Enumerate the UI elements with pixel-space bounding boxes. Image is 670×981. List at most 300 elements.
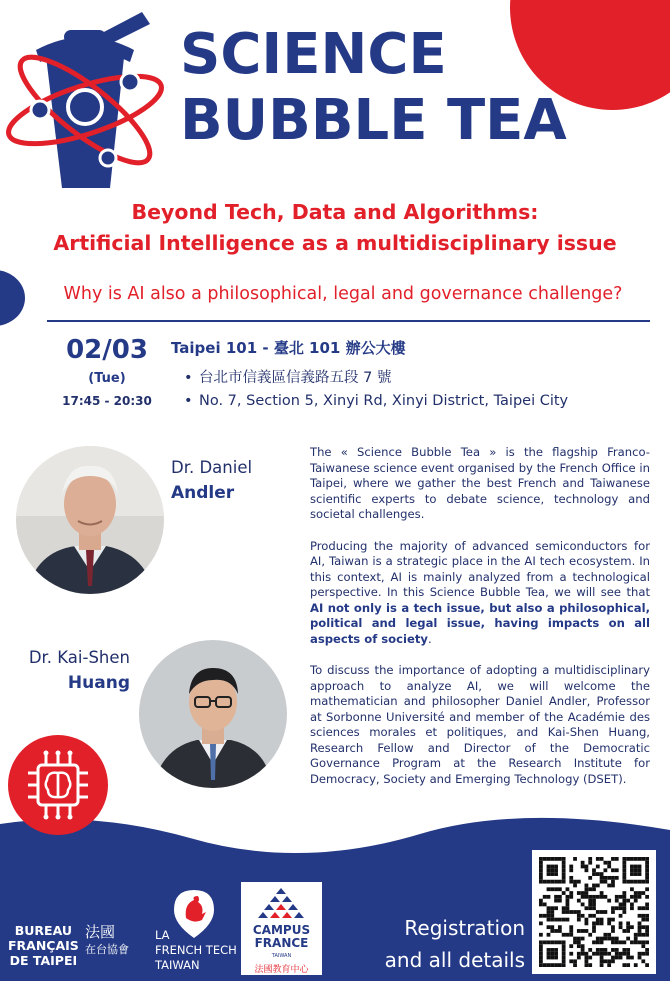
qr-module	[566, 933, 570, 937]
qr-module	[645, 861, 649, 865]
qr-module	[600, 940, 604, 944]
qr-module	[641, 857, 645, 861]
qr-module	[588, 895, 592, 899]
qr-module	[550, 929, 554, 933]
qr-module	[645, 914, 649, 918]
qr-module	[566, 910, 570, 914]
qr-module	[645, 903, 649, 907]
registration-text	[360, 912, 525, 976]
qr-module	[638, 868, 642, 872]
qr-module	[600, 956, 604, 960]
qr-module	[638, 956, 642, 960]
qr-module	[645, 906, 649, 910]
qr-module	[622, 929, 626, 933]
qr-module	[558, 880, 562, 884]
address-en	[184, 393, 568, 409]
qr-module	[619, 952, 623, 956]
description-paragraph-1: The « Science Bubble Tea » is the flagship Franco-Taiwanese science event organised by the French Office in Taipei, where we gather the best French and Taiwanese scientific experts to debate science, technology and societal challenges.	[310, 445, 650, 521]
qr-module	[554, 948, 558, 952]
qr-module	[577, 899, 581, 903]
qr-module	[577, 952, 581, 956]
qr-module	[558, 887, 562, 891]
qr-module	[547, 880, 551, 884]
qr-module	[611, 857, 615, 861]
qr-module	[577, 929, 581, 933]
qr-module	[626, 921, 630, 925]
qr-module	[547, 925, 551, 929]
qr-module	[547, 940, 551, 944]
qr-module	[550, 865, 554, 869]
qr-module	[558, 940, 562, 944]
qr-module	[566, 906, 570, 910]
qr-module	[550, 857, 554, 861]
qr-module	[550, 910, 554, 914]
qr-module	[638, 906, 642, 910]
qr-module	[554, 880, 558, 884]
qr-module	[630, 925, 634, 929]
qr-module	[585, 921, 589, 925]
qr-module	[634, 963, 638, 967]
qr-module	[569, 910, 573, 914]
qr-module	[622, 948, 626, 952]
event-venue: Taipei 101 - 臺北 101 辦公大樓	[171, 339, 406, 357]
qr-module	[558, 929, 562, 933]
qr-module	[550, 906, 554, 910]
qr-module	[547, 857, 551, 861]
qr-module	[634, 940, 638, 944]
qr-module	[626, 948, 630, 952]
qr-module	[600, 948, 604, 952]
qr-module	[622, 910, 626, 914]
qr-module	[611, 925, 615, 929]
qr-module	[573, 940, 577, 944]
qr-module	[592, 914, 596, 918]
bullet: •	[184, 370, 193, 386]
qr-module	[581, 861, 585, 865]
qr-module	[558, 925, 562, 929]
qr-module	[641, 906, 645, 910]
qr-module	[539, 963, 543, 967]
qr-module	[641, 925, 645, 929]
qr-module	[607, 865, 611, 869]
qr-module	[630, 865, 634, 869]
qr-module	[562, 918, 566, 922]
qr-module	[603, 952, 607, 956]
qr-module	[562, 880, 566, 884]
qr-module	[626, 963, 630, 967]
qr-module	[543, 963, 547, 967]
qr-module	[607, 899, 611, 903]
qr-module	[547, 914, 551, 918]
qr-module	[607, 918, 611, 922]
qr-module	[634, 865, 638, 869]
qr-module	[577, 944, 581, 948]
qr-module	[558, 918, 562, 922]
qr-module	[626, 937, 630, 941]
event-description	[310, 445, 650, 803]
qr-module	[592, 925, 596, 929]
qr-module	[596, 948, 600, 952]
qr-module	[615, 899, 619, 903]
qr-module	[558, 895, 562, 899]
qr-module	[630, 906, 634, 910]
campus-taiwan: TAIWAN	[271, 953, 292, 959]
qr-module	[569, 880, 573, 884]
qr-module	[543, 903, 547, 907]
qr-module	[626, 952, 630, 956]
qr-module	[543, 914, 547, 918]
qr-module	[539, 868, 543, 872]
subtitle-question: Why is AI also a philosophical, legal and governance challenge?	[63, 284, 623, 304]
event-time: 17:45 - 20:30	[62, 394, 152, 408]
qr-module	[539, 903, 543, 907]
qr-module	[577, 910, 581, 914]
qr-module	[569, 865, 573, 869]
qr-module	[641, 940, 645, 944]
french-tech-line1: LA	[155, 928, 170, 942]
qr-module	[596, 895, 600, 899]
qr-module	[588, 899, 592, 903]
registration-line2: and all details	[384, 948, 525, 972]
event-date: 02/03	[66, 335, 148, 365]
qr-module	[554, 956, 558, 960]
qr-module	[539, 940, 543, 944]
qr-module	[615, 956, 619, 960]
qr-module	[645, 865, 649, 869]
qr-module	[577, 918, 581, 922]
qr-module	[554, 906, 558, 910]
address-en-text: No. 7, Section 5, Xinyi Rd, Xinyi District, Taipei City	[199, 393, 569, 409]
qr-module	[547, 948, 551, 952]
qr-module	[596, 940, 600, 944]
qr-module	[543, 940, 547, 944]
qr-module	[573, 857, 577, 861]
qr-module	[603, 876, 607, 880]
qr-module	[596, 921, 600, 925]
qr-module	[641, 880, 645, 884]
qr-module	[630, 880, 634, 884]
qr-module	[588, 876, 592, 880]
bubble-tea-atom-logo	[0, 10, 170, 192]
qr-module	[600, 876, 604, 880]
qr-module	[547, 868, 551, 872]
qr-module	[547, 952, 551, 956]
qr-module	[619, 906, 623, 910]
qr-module	[562, 940, 566, 944]
qr-module	[554, 963, 558, 967]
qr-module	[573, 963, 577, 967]
qr-module	[600, 921, 604, 925]
qr-module	[547, 933, 551, 937]
qr-module	[607, 952, 611, 956]
qr-module	[638, 940, 642, 944]
qr-module	[634, 937, 638, 941]
qr-module	[611, 959, 615, 963]
qr-module	[585, 959, 589, 963]
qr-module	[645, 857, 649, 861]
qr-module	[611, 956, 615, 960]
qr-module	[554, 895, 558, 899]
qr-module	[622, 861, 626, 865]
headline-line1: Beyond Tech, Data and Algorithms:	[131, 200, 539, 224]
qr-module	[600, 918, 604, 922]
registration-line1: Registration	[404, 916, 525, 940]
qr-module	[554, 872, 558, 876]
qr-module	[611, 880, 615, 884]
qr-module	[592, 952, 596, 956]
qr-module	[577, 891, 581, 895]
qr-module	[550, 914, 554, 918]
bureau-chinese-logo	[85, 923, 129, 959]
qr-module	[554, 868, 558, 872]
qr-module	[607, 921, 611, 925]
qr-module	[550, 963, 554, 967]
qr-module	[622, 876, 626, 880]
bureau-line3: DE TAIPEI	[9, 953, 78, 968]
qr-module	[596, 872, 600, 876]
qr-module	[619, 921, 623, 925]
qr-module	[562, 872, 566, 876]
qr-module	[550, 868, 554, 872]
qr-module	[569, 959, 573, 963]
qr-module	[622, 940, 626, 944]
qr-module	[569, 876, 573, 880]
qr-module	[588, 933, 592, 937]
qr-module	[611, 868, 615, 872]
qr-module	[588, 906, 592, 910]
qr-module	[638, 865, 642, 869]
qr-module	[566, 899, 570, 903]
qr-module	[581, 948, 585, 952]
qr-module	[585, 918, 589, 922]
qr-module	[600, 857, 604, 861]
qr-module	[543, 880, 547, 884]
bureau-francais-logo	[8, 923, 79, 968]
qr-module	[562, 933, 566, 937]
bureau-line1: BUREAU	[14, 923, 73, 938]
bureau-cn-line2: 在台協會	[85, 943, 129, 956]
qr-module	[569, 925, 573, 929]
qr-module	[562, 910, 566, 914]
qr-module	[592, 921, 596, 925]
qr-module	[645, 940, 649, 944]
qr-module	[547, 895, 551, 899]
bureau-line2: FRANÇAIS	[8, 938, 79, 953]
qr-module	[562, 944, 566, 948]
qr-module	[550, 956, 554, 960]
qr-module	[638, 880, 642, 884]
qr-module	[554, 865, 558, 869]
qr-module	[562, 876, 566, 880]
qr-module	[645, 929, 649, 933]
qr-module	[547, 963, 551, 967]
qr-module	[562, 963, 566, 967]
qr-module	[622, 880, 626, 884]
headline-line2: Artificial Intelligence as a multidisciplinary issue	[53, 231, 617, 255]
qr-module	[603, 937, 607, 941]
qr-module	[592, 887, 596, 891]
qr-module	[569, 933, 573, 937]
qr-module	[626, 857, 630, 861]
address-zh-text: 台北市信義區信義路五段 7 號	[199, 370, 392, 386]
qr-module	[611, 929, 615, 933]
qr-module	[588, 914, 592, 918]
ai-brain-chip-icon	[8, 735, 108, 835]
bureau-cn-line1: 法國	[85, 923, 116, 941]
qr-module	[562, 956, 566, 960]
qr-module	[573, 880, 577, 884]
qr-module	[554, 899, 558, 903]
qr-module	[550, 948, 554, 952]
qr-module	[634, 933, 638, 937]
qr-module	[562, 906, 566, 910]
qr-module	[607, 884, 611, 888]
qr-module	[596, 884, 600, 888]
speaker-surname: Huang	[67, 673, 130, 693]
qr-module	[581, 929, 585, 933]
qr-module	[596, 937, 600, 941]
qr-module	[638, 895, 642, 899]
campus-france-name	[241, 924, 322, 950]
qr-module	[592, 899, 596, 903]
qr-module	[638, 952, 642, 956]
qr-module	[550, 940, 554, 944]
qr-module	[611, 948, 615, 952]
qr-module	[615, 940, 619, 944]
qr-module	[630, 887, 634, 891]
speaker-name-andler	[171, 455, 252, 506]
qr-module	[611, 910, 615, 914]
qr-module	[554, 929, 558, 933]
qr-module	[569, 891, 573, 895]
qr-module	[630, 857, 634, 861]
qr-module	[547, 956, 551, 960]
qr-module	[622, 906, 626, 910]
qr-module	[607, 861, 611, 865]
qr-module	[539, 933, 543, 937]
qr-code-pattern	[539, 857, 649, 967]
speaker-surname: Andler	[171, 483, 235, 503]
qr-module	[550, 872, 554, 876]
qr-module	[569, 944, 573, 948]
qr-module	[615, 948, 619, 952]
qr-module	[611, 876, 615, 880]
qr-module	[585, 963, 589, 967]
qr-module	[554, 940, 558, 944]
qr-module	[622, 857, 626, 861]
qr-module	[600, 880, 604, 884]
qr-module	[585, 884, 589, 888]
qr-module	[622, 963, 626, 967]
speaker-photo-andler	[16, 446, 164, 594]
qr-module	[607, 937, 611, 941]
qr-module	[539, 857, 543, 861]
qr-module	[630, 872, 634, 876]
qr-module	[539, 952, 543, 956]
qr-module	[547, 906, 551, 910]
qr-module	[619, 940, 623, 944]
campus-france-logo	[241, 882, 322, 975]
qr-module	[566, 895, 570, 899]
qr-module	[626, 925, 630, 929]
qr-module	[600, 937, 604, 941]
qr-module	[554, 952, 558, 956]
description-p2-end: .	[427, 631, 432, 646]
qr-module	[626, 929, 630, 933]
qr-module	[600, 895, 604, 899]
qr-module	[543, 857, 547, 861]
qr-module	[569, 952, 573, 956]
qr-module	[550, 952, 554, 956]
qr-module	[611, 937, 615, 941]
qr-module	[573, 937, 577, 941]
qr-module	[634, 868, 638, 872]
qr-module	[600, 952, 604, 956]
qr-module	[588, 903, 592, 907]
qr-module	[634, 880, 638, 884]
qr-module	[611, 906, 615, 910]
qr-module	[585, 891, 589, 895]
qr-module	[600, 959, 604, 963]
qr-module	[600, 963, 604, 967]
qr-module	[562, 868, 566, 872]
qr-module	[539, 959, 543, 963]
event-title-line2: BUBBLE TEA	[180, 88, 567, 153]
qr-module	[630, 903, 634, 907]
qr-module	[577, 956, 581, 960]
qr-module	[630, 895, 634, 899]
speaker-title: Dr. Daniel	[171, 458, 253, 477]
qr-module	[547, 872, 551, 876]
qr-module	[607, 963, 611, 967]
qr-module	[550, 880, 554, 884]
qr-module	[615, 952, 619, 956]
qr-module	[611, 918, 615, 922]
french-tech-line2: FRENCH TECH	[155, 943, 237, 957]
qr-module	[619, 895, 623, 899]
qr-module	[569, 895, 573, 899]
qr-module	[638, 929, 642, 933]
qr-module	[573, 884, 577, 888]
event-title-line1: SCIENCE	[180, 22, 447, 87]
qr-module	[603, 861, 607, 865]
qr-module	[569, 868, 573, 872]
qr-module	[539, 865, 543, 869]
qr-module	[558, 963, 562, 967]
qr-module	[603, 933, 607, 937]
qr-module	[562, 891, 566, 895]
qr-module	[645, 925, 649, 929]
qr-module	[615, 876, 619, 880]
qr-module	[645, 868, 649, 872]
qr-module	[543, 895, 547, 899]
qr-module	[603, 880, 607, 884]
qr-module	[547, 865, 551, 869]
qr-module	[585, 956, 589, 960]
qr-module	[585, 906, 589, 910]
qr-module	[581, 937, 585, 941]
qr-module	[550, 887, 554, 891]
qr-module	[645, 948, 649, 952]
bullet: •	[184, 393, 193, 409]
qr-module	[641, 952, 645, 956]
qr-code[interactable]	[532, 850, 656, 974]
qr-module	[585, 952, 589, 956]
qr-module	[630, 956, 634, 960]
qr-module	[634, 872, 638, 876]
qr-module	[562, 959, 566, 963]
qr-module	[577, 940, 581, 944]
